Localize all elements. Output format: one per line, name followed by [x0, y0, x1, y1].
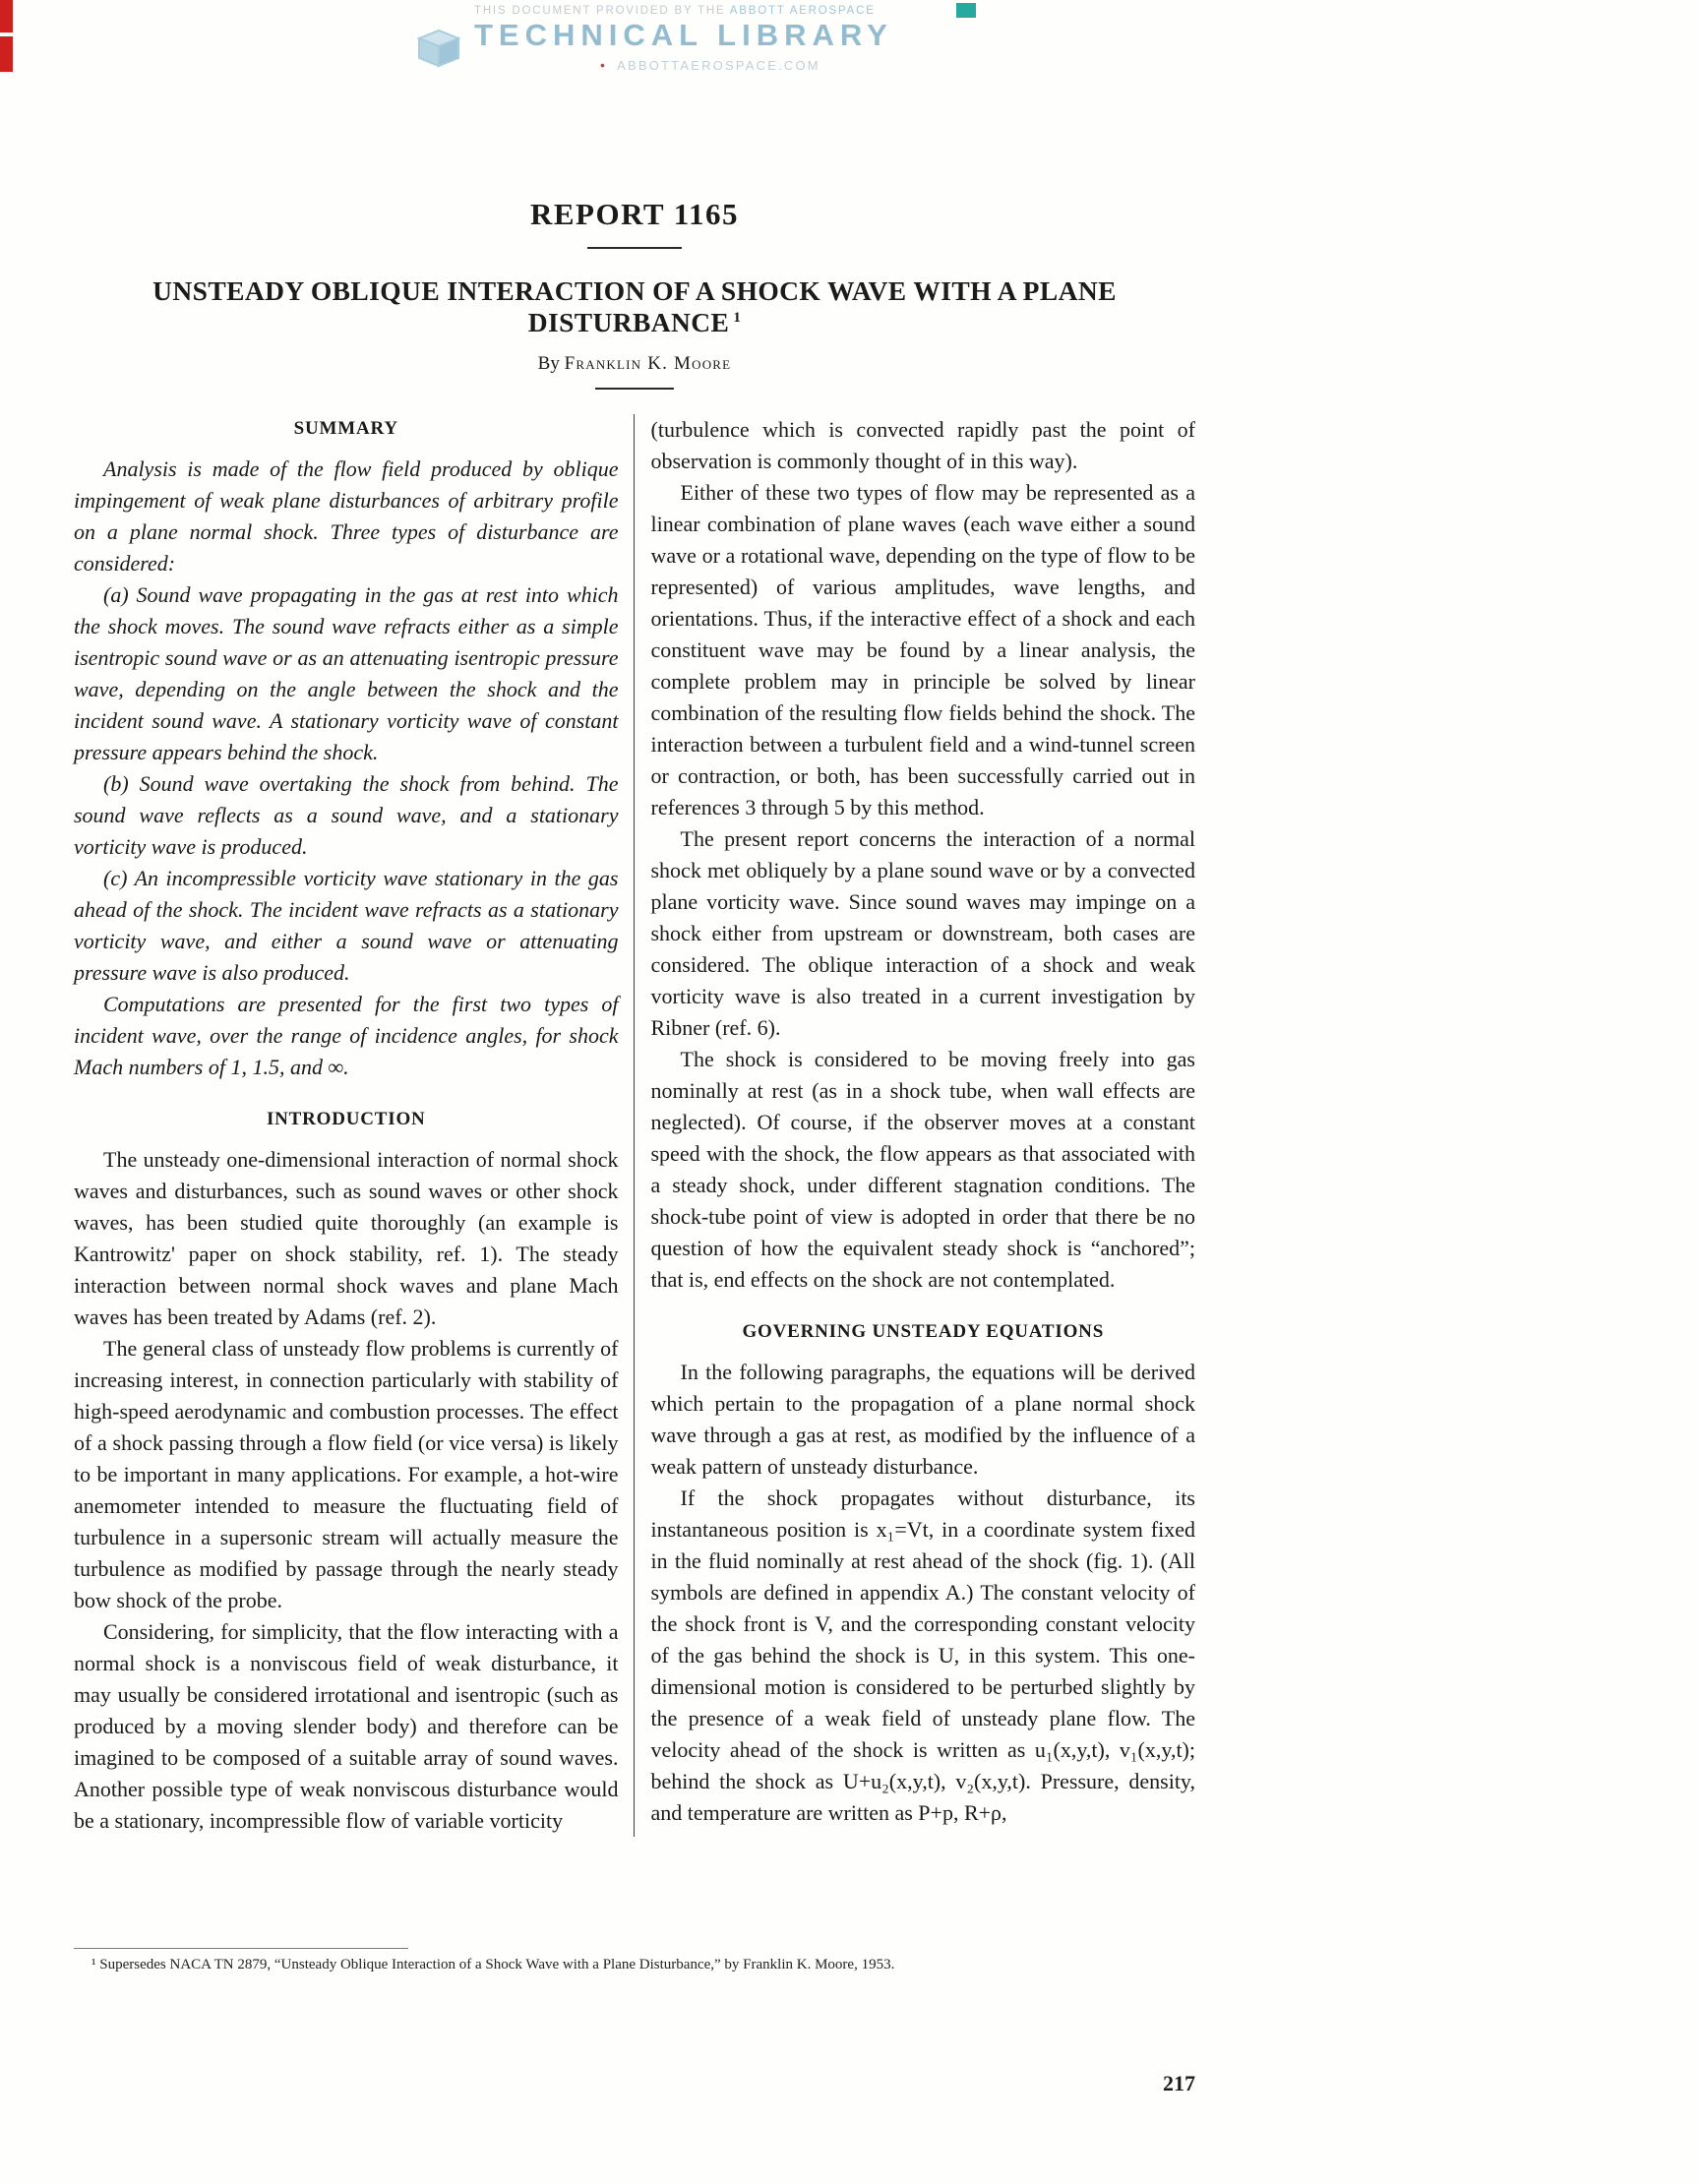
watermark-url: • ABBOTTAEROSPACE.COM	[600, 57, 820, 73]
body-paragraph: The shock is considered to be moving freely into gas nominally at rest (as in a shock tube, when wall effects are neglected). Of course, if the observer moves at a constant speed with the shock, the flow appears as that associated with a steady shock, under different stagnation conditions. The shock-tube point of view is adopted in order that there be no question of how the equivalent steady shock is “anchored”; that is, end effects on the shock are not contemplated.	[650, 1047, 1195, 1292]
governing-equations-heading: GOVERNING UNSTEADY EQUATIONS	[742, 1321, 1105, 1342]
scan-edge-mark-red-top	[0, 0, 13, 32]
scan-edge-mark-red-bottom	[0, 36, 13, 72]
watermark-text	[474, 5, 893, 73]
report-title-text: UNSTEADY OBLIQUE INTERACTION OF A SHOCK WAVE WITH A PLANE DISTURBANCE	[152, 275, 1117, 337]
introduction-heading: INTRODUCTION	[266, 1109, 426, 1129]
watermark-provider-line	[474, 5, 893, 17]
scan-mark-teal	[956, 3, 976, 18]
byline-prefix: By	[537, 353, 565, 374]
introduction-paragraph: The general class of unsteady flow problems is currently of increasing interest, in connection particularly with stability of high-speed aerodynamic and combustion processes. The effect of a shock passing through a flow field (or vice versa) is likely to be important in many applications. For example, a hot-wire anemometer intended to measure the fluctuating field of turbulence in a supersonic stream will actually measure the turbulence as modified by passage through the nearly steady bow shock of the probe.	[74, 1336, 619, 1612]
divider-rule-report	[587, 247, 682, 249]
summary-paragraph: Analysis is made of the flow field produced by oblique impingement of weak plane disturbances of arbitrary profile on a plane normal shock. Three types of disturbance are considered:	[74, 456, 619, 576]
two-column-layout	[74, 414, 1195, 1837]
byline	[74, 353, 1195, 375]
report-title	[74, 275, 1195, 338]
footnote-rule	[74, 1948, 408, 1949]
summary-paragraph-a: (a) Sound wave propagating in the gas at rest into which the shock moves. The sound wave refracts either as a simple isentropic sound wave or as an attenuating isentropic pressure wave, depending on the angle between the shock and the incident sound wave. A stationary vorticity wave of constant pressure appears behind the shock.	[74, 582, 619, 764]
page-number: 217	[1163, 2071, 1195, 2095]
watermark-library-title: TECHNICAL LIBRARY	[474, 18, 893, 52]
introduction-paragraph: The unsteady one-dimensional interaction of normal shock waves and disturbances, such as sound waves or other shock waves, has been studied quite thoroughly (an example is Kantrowitz' paper on shock stability, ref. 1). The steady interaction between normal shock waves and plane Mach waves has been treated by Adams (ref. 2).	[74, 1147, 619, 1329]
summary-paragraph-b: (b) Sound wave overtaking the shock from behind. The sound wave reflects as a sound wave, and a stationary vorticity wave is produced.	[74, 771, 619, 859]
introduction-paragraph: Considering, for simplicity, that the flow interacting with a normal shock is a nonviscous field of weak disturbance, it may usually be considered irrotational and isentropic (such as produced by a moving slender body) and therefore can be imagined to be composed of a suitable array of sound waves. Another possible type of weak nonviscous disturbance would be a stationary, incompressible flow of variable vorticity	[74, 1619, 619, 1833]
summary-paragraph-c: (c) An incompressible vorticity wave stationary in the gas ahead of the shock. The incident wave refracts as a stationary vorticity wave, and either a sound wave or attenuating pressure wave is also produced.	[74, 866, 619, 985]
report-content	[74, 197, 1195, 2095]
author-name: Franklin K. Moore	[564, 353, 732, 374]
body-paragraph-continuation: (turbulence which is convected rapidly past the point of observation is commonly thought of in this way).	[650, 417, 1195, 473]
footnote: ¹ Supersedes NACA TN 2879, “Unsteady Oblique Interaction of a Shock Wave with a Plane Disturbance,” by Franklin K. Moore, 1953.	[91, 1957, 895, 1972]
watermark-dot-icon: •	[600, 57, 608, 73]
abbott-library-logo-icon	[413, 19, 464, 81]
left-column	[74, 414, 634, 1837]
summary-heading: SUMMARY	[293, 418, 398, 439]
watermark-brand: ABBOTT AEROSPACE	[729, 5, 876, 17]
governing-paragraph: If the shock propagates without disturbance, its instantaneous position is x₁=Vt, in a coordinate system fixed in the fluid nominally at rest ahead of the shock (fig. 1). (All symbols are defined in appendix A.) The constant velocity of the shock front is V, and the corresponding constant velocity of the gas behind the shock is U, in this system. This one-dimensional motion is considered to be perturbed slightly by the presence of a weak field of unsteady plane flow. The velocity ahead of the shock is written as u₁(x,y,t), v₁(x,y,t); behind the shock as U+u₂(x,y,t), v₂(x,y,t). Pressure, density, and temperature are written as P+p, R+ρ,	[650, 1486, 1195, 1825]
divider-rule-byline	[595, 388, 674, 390]
body-paragraph: Either of these two types of flow may be represented as a linear combination of plane waves (each wave either a sound wave or a rotational wave, depending on the type of flow to be represented) of various amplitudes, wave lengths, and orientations. Thus, if the interactive effect of a shock and each constituent wave may be found by a linear analysis, the complete problem may in principle be solved by linear combination of the resulting flow fields behind the shock. The interaction between a turbulent field and a wind-tunnel screen or contraction, or both, has been successfully carried out in references 3 through 5 by this method.	[650, 480, 1195, 819]
summary-paragraph-computations: Computations are presented for the first two types of incident wave, over the range of incidence angles, for shock Mach numbers of 1, 1.5, and ∞.	[74, 992, 619, 1079]
title-footnote-marker: 1	[733, 309, 742, 326]
right-column	[635, 414, 1196, 1837]
watermark-header	[413, 5, 893, 81]
governing-paragraph: In the following paragraphs, the equations will be derived which pertain to the propagation of a plane normal shock wave through a gas at rest, as modified by the influence of a weak pattern of unsteady disturbance.	[650, 1360, 1195, 1479]
report-number: REPORT 1165	[529, 197, 740, 231]
watermark-provider-prefix: THIS DOCUMENT PROVIDED BY THE	[474, 5, 726, 17]
body-paragraph: The present report concerns the interaction of a normal shock met obliquely by a plane sound wave or by a convected plane vorticity wave. Since sound waves may impinge on a shock either from upstream or downstream, both cases are considered. The oblique interaction of a shock and weak vorticity wave is also treated in a current investigation by Ribner (ref. 6).	[650, 826, 1195, 1040]
